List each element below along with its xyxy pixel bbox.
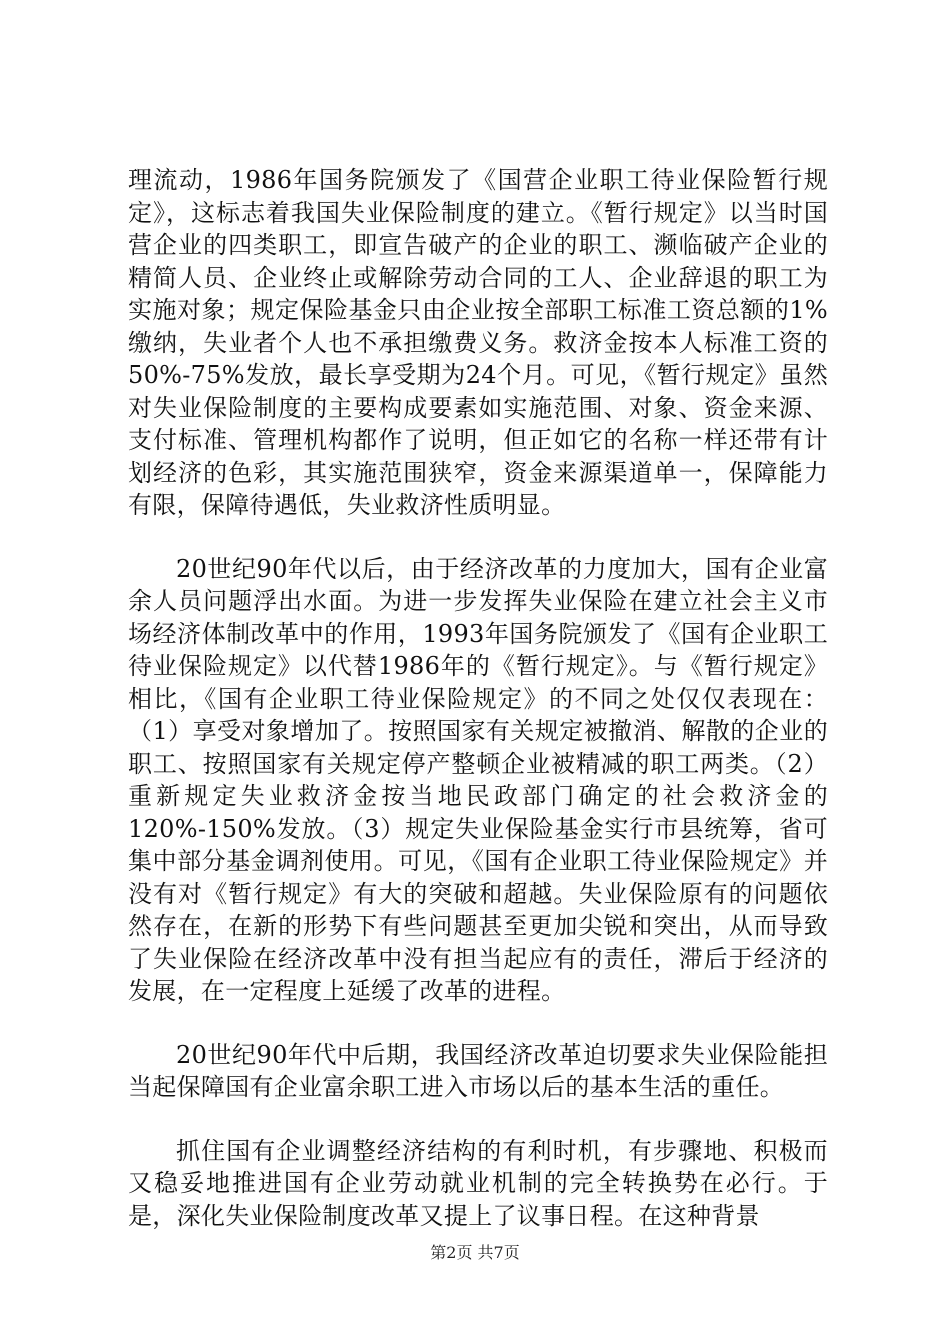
page-number-footer: 第2页 共7页 [430, 1243, 520, 1262]
paragraph-1: 理流动，1986年国务院颁发了《国营企业职工待业保险暂行规定》，这标志着我国失业保险制度的建立。《暂行规定》以当时国营企业的四类职工，即宣告破产的企业的职工、濒临破产企业的精简人员、企业终止或解除劳动合同的工人、企业辞退的职工为实施对象；规定保险基金只由企业按全部职工标准工资总额的1%缴纳，失业者个人也不承担缴费义务。救济金按本人标准工资的50%-75%发放，最长享受期为24个月。可见，《暂行规定》虽然对失业保险制度的主要构成要素如实施范围、对象、资金来源、支付标准、管理机构都作了说明，但正如它的名称一样还带有计划经济的色彩，其实施范围狭窄，资金来源渠道单一，保障能力有限，保障待遇低，失业救济性质明显。 [128, 166, 828, 519]
paragraph-2: 20世纪90年代以后，由于经济改革的力度加大，国有企业富余人员问题浮出水面。为进一步发挥失业保险在建立社会主义市场经济体制改革中的作用，1993年国务院颁发了《国有企业职工待业保险规定》以代替1986年的《暂行规定》。与《暂行规定》相比，《国有企业职工待业保险规定》的不同之处仅仅表现在：（1）享受对象增加了。按照国家有关规定被撤消、解散的企业的职工、按照国家有关规定停产整顿企业被精减的职工两类。（2）重新规定失业救济金按当地民政部门确定的社会救济金的120%-150%发放。（3）规定失业保险基金实行市县统筹，省可集中部分基金调剂使用。可见，《国有企业职工待业保险规定》并没有对《暂行规定》有大的突破和超越。失业保险原有的问题依然存在，在新的形势下有些问题甚至更加尖锐和突出，从而导致了失业保险在经济改革中没有担当起应有的责任，滞后于经济的发展，在一定程度上延缓了改革的进程。 [128, 554, 828, 1005]
paragraph-3: 20世纪90年代中后期，我国经济改革迫切要求失业保险能担当起保障国有企业富余职工进入市场以后的基本生活的重任。 [128, 1040, 828, 1101]
paragraph-4: 抓住国有企业调整经济结构的有利时机，有步骤地、积极而又稳妥地推进国有企业劳动就业机制的完全转换势在必行。于是，深化失业保险制度改革又提上了议事日程。在这种背景 [128, 1136, 828, 1230]
document-body [128, 164, 828, 1263]
